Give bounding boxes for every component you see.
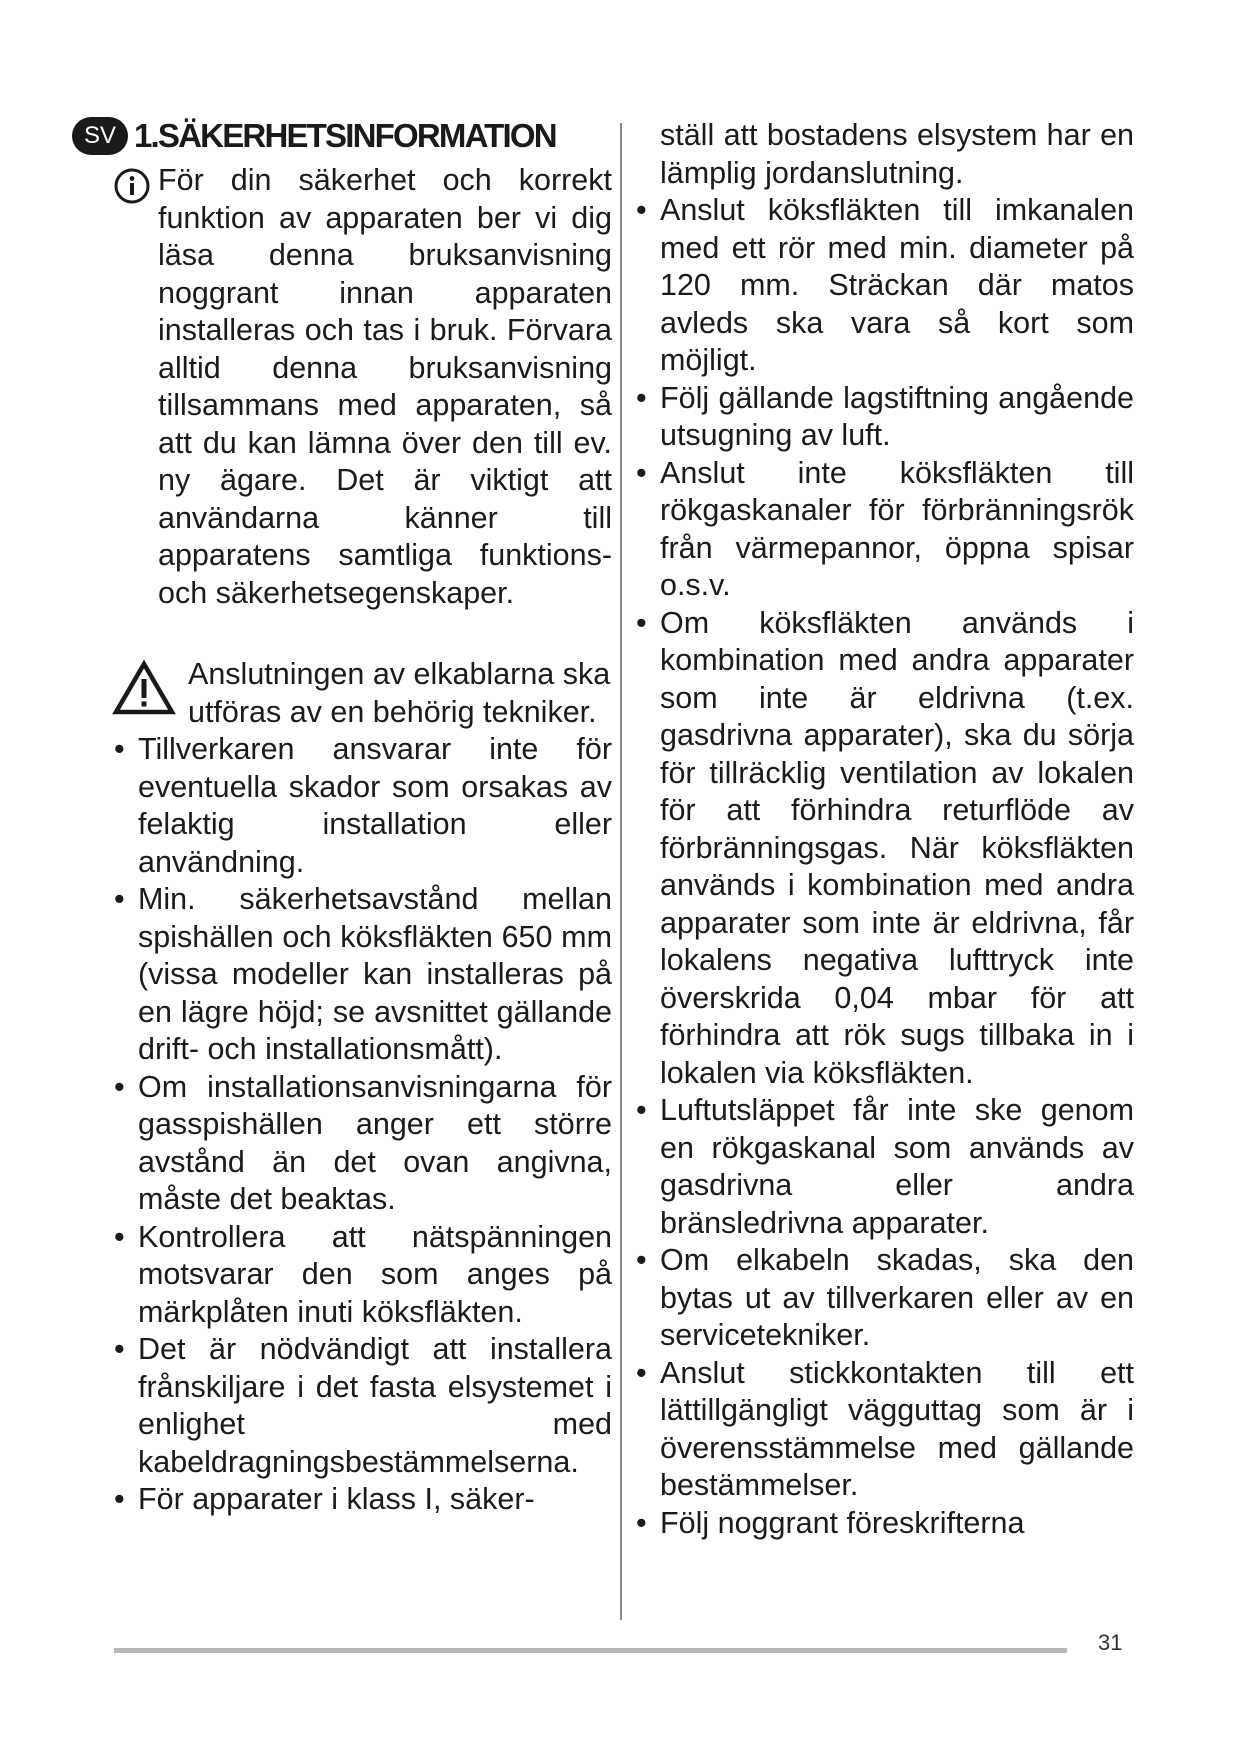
bullet-glyph: •: [636, 605, 647, 640]
list-item: [112, 881, 612, 1069]
left-bullet-list: [112, 731, 612, 1519]
bullet-glyph: •: [114, 882, 125, 916]
left-column: [83, 112, 612, 1519]
warning-block: [112, 656, 612, 731]
list-item: [634, 1505, 1134, 1543]
list-item-text: Om elkabeln skadas, ska den bytas ut av tillverkaren eller av en servicetekniker.: [660, 1243, 1134, 1352]
list-item: [634, 455, 1134, 605]
warning-triangle-icon: [112, 660, 176, 716]
section-heading: [83, 112, 612, 160]
list-item-text: Anslut stickkontakten till ett lättillgängligt vägguttag som är i överensstämmelse med gällande bestämmelser.: [660, 1355, 1134, 1502]
list-item-text: Följ gällande lagstiftning angående utsugning av luft.: [660, 380, 1134, 452]
page-number: 31: [1098, 1630, 1123, 1655]
intro-paragraph: För din säkerhet och korrekt funktion av apparaten ber vi dig läsa denna bruksanvisning noggrant innan apparaten installeras och tas i bruk. Förvara alltid denna bruksanvisning tillsammans med apparaten, så att du kan lämna över den till ev. ny ägare. Det är viktigt att användarna känner till apparatens samtliga funktions- och säkerhetsegenskaper.: [158, 163, 612, 610]
list-item: [634, 605, 1134, 1093]
bullet-glyph: •: [114, 1219, 125, 1254]
list-item-text: Det är nödvändigt att installera frånskiljare i det fasta elsystemet i enlighet med kabeldragningsbestämmelserna.: [138, 1332, 612, 1479]
list-item: [112, 1069, 612, 1219]
bullet-glyph: •: [114, 732, 125, 766]
list-item-text: Kontrollera att nätspänningen motsvarar den som anges på märkplåten inuti köksfläkten.: [138, 1219, 612, 1329]
language-badge: SV: [72, 117, 128, 155]
list-item-text: Anslut inte köksfläkten till rökgaskanaler för förbränningsrök från värmepannor, öppna spisar o.s.v.: [660, 455, 1134, 602]
list-item: [112, 1331, 612, 1481]
bullet-glyph: •: [114, 1482, 125, 1516]
list-item-text: Tillverkaren ansvarar inte för eventuella skador som orsakas av felaktig installation eller användning.: [138, 732, 612, 879]
bullet-glyph: •: [636, 193, 647, 227]
list-item: [112, 731, 612, 881]
bullet-glyph: •: [636, 1505, 647, 1540]
list-item: [634, 380, 1134, 455]
continued-text: ställ att bostadens elsystem har en lämplig jordanslutning.: [660, 118, 1134, 190]
section-title: 1.SÄKERHETSINFORMATION: [134, 117, 556, 154]
list-item-text: Min. säkerhetsavstånd mellan spishällen och köksfläkten 650 mm (vissa modeller kan installeras på en lägre höjd; se avsnittet gällande drift- och installationsmått).: [138, 882, 612, 1066]
list-item: [634, 1242, 1134, 1355]
list-item: [634, 192, 1134, 380]
bullet-glyph: •: [636, 1243, 647, 1277]
info-icon: [112, 166, 152, 206]
column-divider: [620, 123, 622, 1620]
list-item-text: Om köksfläkten används i kombination med andra apparater som inte är eldrivna (t.ex. gasdrivna apparater), ska du sörja för tillräcklig ventilation av lokalen för att förhindra returflöde av förbränningsgas. När köksfläkten används i kombination med andra apparater som inte är eldrivna, får lokalens negativa lufttryck inte överskrida 0,04 mbar för att förhindra att rök sugs tillbaka in i lokalen via köksfläkten.: [660, 605, 1134, 1090]
list-item: [634, 1092, 1134, 1242]
bullet-glyph: •: [114, 1069, 125, 1104]
list-item: [634, 1355, 1134, 1505]
right-column: [634, 117, 1134, 1542]
list-item-text: Anslut köksfläkten till imkanalen med ett rör med min. diameter på 120 mm. Sträckan där matos avleds ska vara så kort som möjligt.: [660, 193, 1134, 377]
intro-block: [112, 162, 612, 612]
warning-text: Anslutningen av elkablarna ska utföras av en behörig tekniker.: [188, 657, 611, 729]
list-item: [112, 1219, 612, 1332]
bullet-glyph: •: [636, 1355, 647, 1390]
list-item-text: Luftutsläppet får inte ske genom en rökgaskanal som används av gasdrivna eller andra bränsledrivna apparater.: [660, 1093, 1134, 1240]
bullet-glyph: •: [636, 455, 647, 490]
right-bullet-list: [634, 192, 1134, 1542]
bullet-glyph: •: [114, 1332, 125, 1366]
list-item-text: För apparater i klass I, säker-: [138, 1482, 535, 1516]
list-item-text: Följ noggrant föreskrifterna: [660, 1505, 1025, 1540]
bullet-glyph: •: [636, 380, 647, 415]
list-item-text: Om installationsanvisningarna för gasspishällen anger ett större avstånd än det ovan angivna, måste det beaktas.: [138, 1069, 612, 1216]
bullet-glyph: •: [636, 1093, 647, 1127]
footer-rule: [114, 1648, 1067, 1653]
list-item: [112, 1481, 612, 1519]
